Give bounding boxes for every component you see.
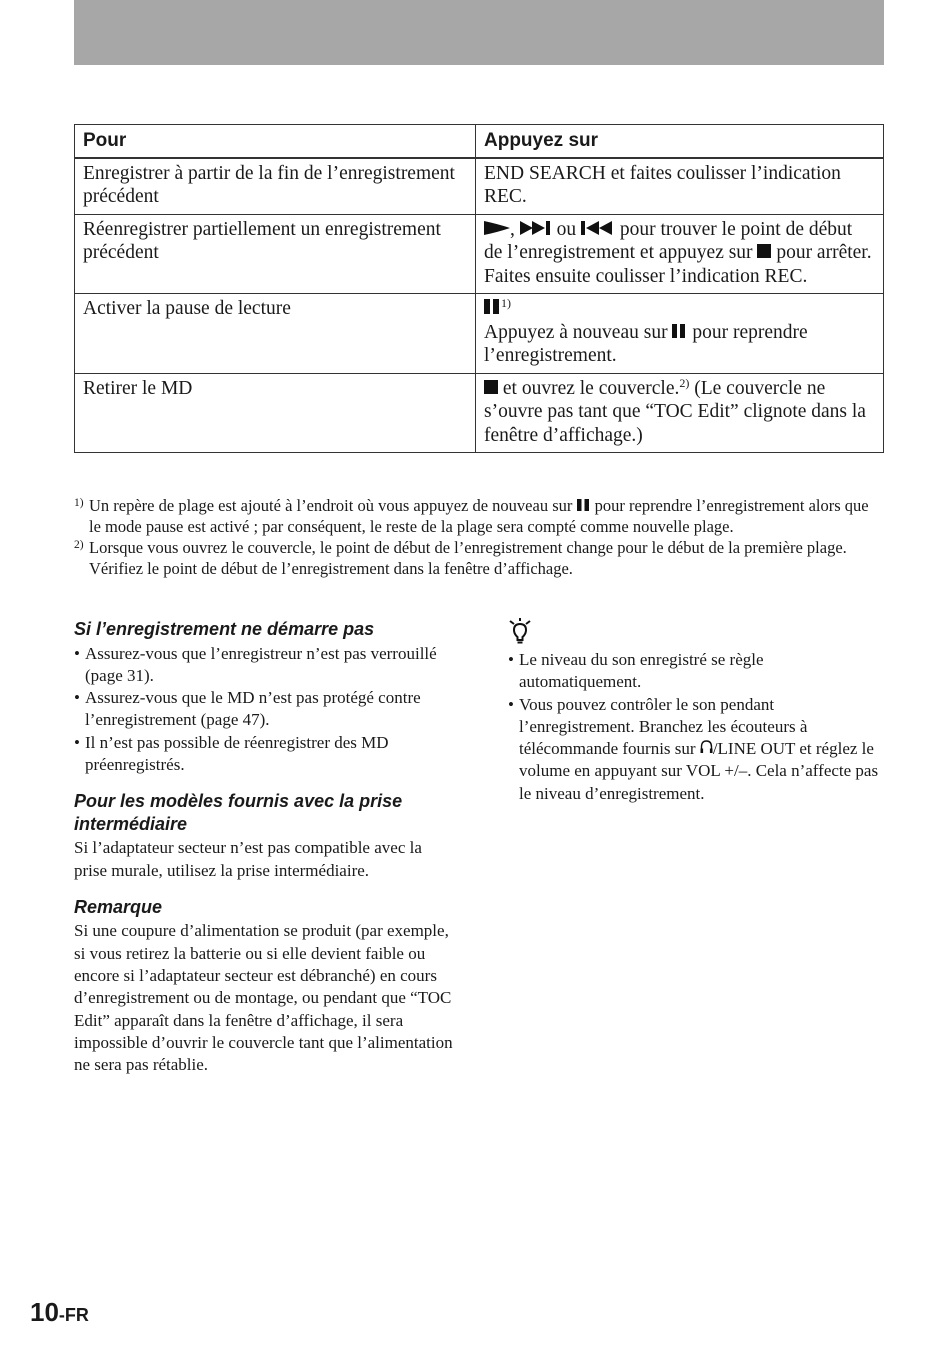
cell-pour: Activer la pause de lecture (75, 294, 476, 374)
table-row (75, 373, 884, 453)
section-title: Remarque (74, 896, 163, 917)
or-word: ou (556, 218, 577, 240)
pause-icon (672, 324, 687, 338)
play-icon (484, 221, 510, 235)
cell-appuyez-text-end: (Le couvercle ne s’ouvre pas tant que “TOC Edit” clignote dans la fenêtre d’affichage.) (484, 377, 866, 446)
tip-text-end: /LINE OUT et réglez le volume en appuyant sur VOL +/–. Cela n’affecte pas le niveau d’enregistrement. (519, 739, 879, 803)
table-row (75, 214, 884, 294)
right-column (508, 618, 888, 805)
cell-pour: Enregistrer à partir de la fin de l’enregistrement précédent (75, 158, 476, 215)
list-item: • Il n’est pas possible de réenregistrer des MD préenregistrés. (74, 732, 454, 777)
stop-icon (757, 244, 771, 258)
page-number-value: 10 (30, 1297, 59, 1327)
cell-appuyez-text: pour trouver le point de début de l’enregistrement et appuyez sur (484, 218, 853, 263)
page-number-suffix: -FR (58, 1305, 89, 1325)
previous-track-icon (581, 221, 615, 235)
pause-icon (484, 299, 501, 314)
cell-appuyez (476, 294, 884, 374)
tip-text: Vous pouvez contrôler le son pendant l’enregistrement. Branchez les écouteurs à télécommande fournis sur (519, 694, 808, 759)
table-row (75, 294, 884, 374)
headphones-icon (700, 740, 713, 754)
list-item (508, 694, 888, 805)
table-row (75, 158, 884, 215)
cell-appuyez (476, 214, 884, 294)
footnote-text-end: pour reprendre l’enregistrement alors que le mode pause est activé ; par conséquent, le reste de la plage sera compté comme nouvelle plage. (89, 496, 869, 536)
column-header-appuyez: Appuyez sur (476, 125, 884, 158)
list-item: • Assurez-vous que le MD n’est pas protégé contre l’enregistrement (page 47). (74, 687, 454, 732)
list-item: • Assurez-vous que l’enregistreur n’est pas verrouillé (page 31). (74, 643, 454, 688)
footnote-ref: 1) (501, 296, 511, 310)
tips-list (508, 649, 888, 805)
footnote-mark: 1) (74, 497, 84, 509)
section-text: Si une coupure d’alimentation se produit (par exemple, si vous retirez la batterie ou si elle devient faible ou encore si l’adaptateur secteur est débranché) en cours d’enregistrement ou de montage, ou pendant que “TOC Edit” apparaît dans la fenêtre d’affichage, il sera impossible d’ouvrir le couvercle tant que l’alimentation ne sera pas rétablie. (74, 921, 453, 1075)
cell-appuyez-text: Appuyez à nouveau sur (484, 321, 668, 343)
cell-pour: Retirer le MD (75, 373, 476, 453)
footnote-mark: 2) (74, 539, 84, 551)
separator-comma: , (510, 218, 515, 240)
column-header-pour: Pour (75, 125, 476, 158)
troubleshooting-list (74, 643, 454, 777)
footnote-2 (74, 537, 884, 579)
list-item: • Le niveau du son enregistré se règle automatiquement. (508, 649, 888, 694)
cell-pour: Réenregistrer partiellement un enregistrement précédent (75, 214, 476, 294)
footnote-ref: 2) (679, 375, 690, 390)
cell-appuyez-text-end: pour arrêter. Faites ensuite coulisser l’indication REC. (484, 242, 872, 287)
operations-table (74, 124, 884, 453)
cell-appuyez-text-end: pour reprendre l’enregistrement. (484, 321, 808, 366)
page-number (30, 1297, 89, 1328)
tip-lightbulb-icon (508, 618, 888, 646)
footnotes (74, 495, 884, 579)
stop-icon (484, 380, 498, 394)
cell-appuyez-text: et ouvrez le couvercle. (502, 377, 680, 399)
next-track-icon (520, 221, 552, 235)
table-header-row (75, 125, 884, 158)
section-title: Si l’enregistrement ne démarre pas (74, 619, 375, 639)
footnote-text: Un repère de plage est ajouté à l’endroit où vous appuyez de nouveau sur (89, 496, 573, 515)
cell-appuyez: END SEARCH et faites coulisser l’indication REC. (476, 158, 884, 215)
footnote-1 (74, 495, 884, 537)
section-text: Si l’adaptateur secteur n’est pas compatible avec la prise murale, utilisez la prise intermédiaire. (74, 838, 422, 880)
header-bar (74, 0, 884, 65)
cell-appuyez (476, 373, 884, 453)
pause-icon (577, 499, 591, 511)
left-column (74, 618, 454, 1076)
footnote-text: Lorsque vous ouvrez le couvercle, le point de début de l’enregistrement change pour le début de la première plage. Vérifiez le point de début de l’enregistrement dans la fenêtre d’affichage. (89, 538, 847, 578)
section-title: Pour les modèles fournis avec la prise intermédiaire (74, 791, 403, 834)
